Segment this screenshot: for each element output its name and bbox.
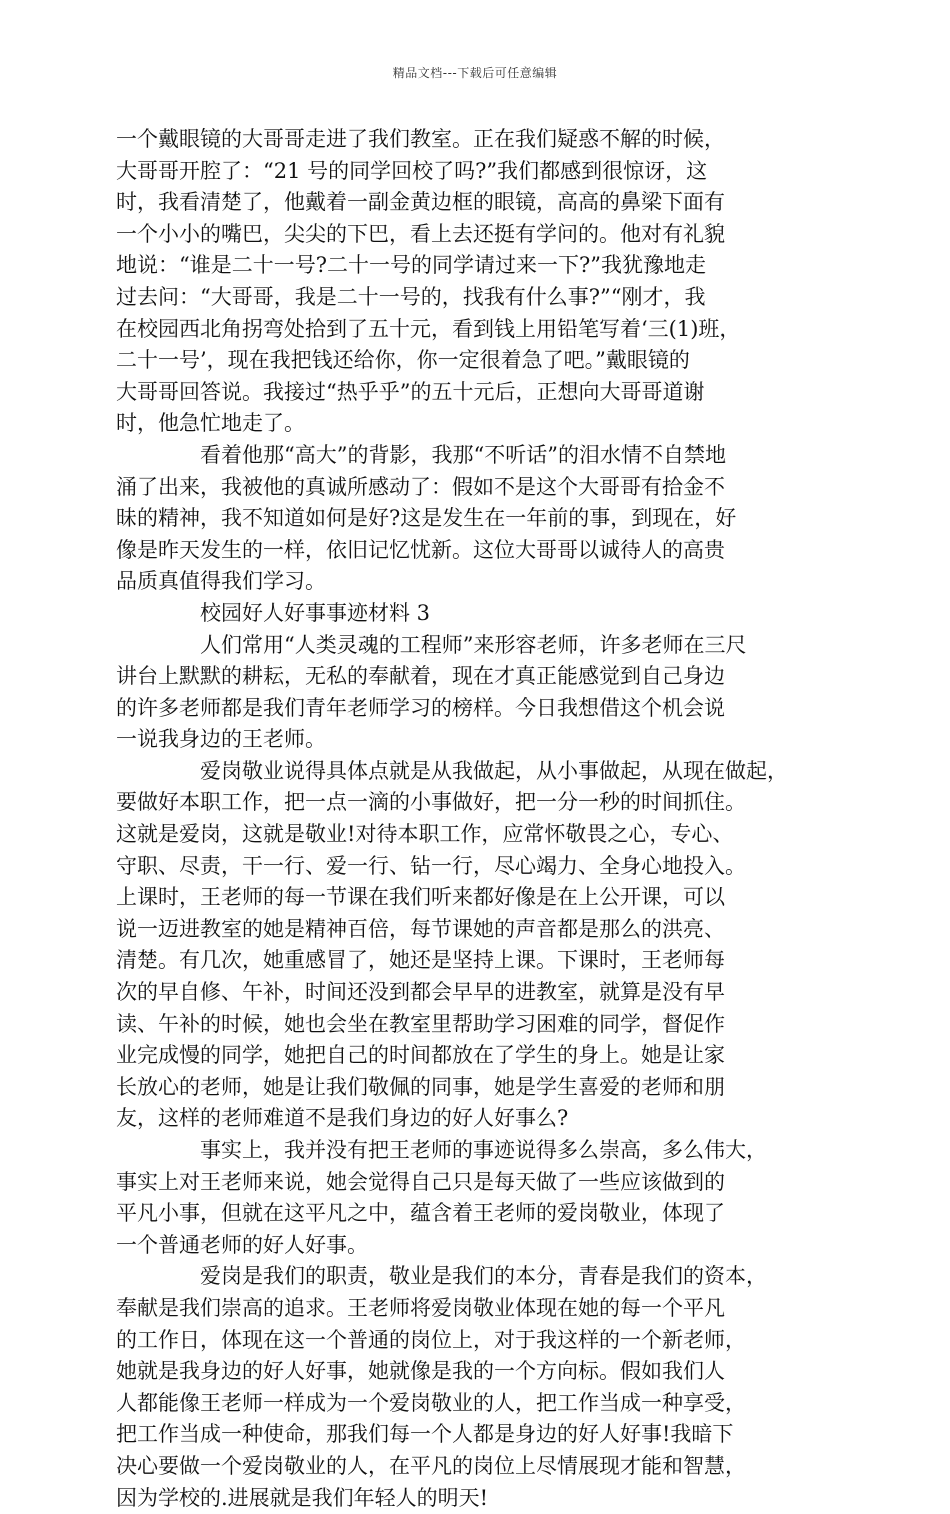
- text-line: 业完成慢的同学，她把自己的时间都放在了学生的身上。她是让家: [116, 1043, 725, 1068]
- text-line: 要做好本职工作，把一点一滴的小事做好，把一分一秒的时间抓住。: [116, 790, 746, 815]
- text-line: 一个小小的嘴巴，尖尖的下巴，看上去还挺有学问的。他对有礼貌: [116, 221, 725, 246]
- text-line: 读、午补的时候，她也会坐在教室里帮助学习困难的同学，督促作: [116, 1011, 725, 1036]
- text-line: 地说：“谁是二十一号?二十一号的同学请过来一下?”我犹豫地走: [116, 253, 706, 278]
- text-line: 品质真值得我们学习。: [116, 569, 326, 594]
- text-line: 人们常用“人类灵魂的工程师”来形容老师，许多老师在三尺: [200, 632, 747, 657]
- body-text: [116, 124, 836, 1514]
- text-line: 清楚。有几次，她重感冒了，她还是坚持上课。下课时，王老师每: [116, 948, 725, 973]
- text-line: 一说我身边的王老师。: [116, 727, 326, 752]
- text-line: 看着他那“高大”的背影，我那“不听话”的泪水情不自禁地: [200, 442, 726, 467]
- text-line: 平凡小事，但就在这平凡之中，蕴含着王老师的爱岗敬业，体现了: [116, 1201, 725, 1226]
- text-line: 决心要做一个爱岗敬业的人，在平凡的岗位上尽情展现才能和智慧，: [116, 1453, 746, 1478]
- text-line: 守职、尽责，干一行、爱一行、钻一行，尽心竭力、全身心地投入。: [116, 853, 746, 878]
- text-line: 大哥哥回答说。我接过“热乎乎”的五十元后，正想向大哥哥道谢: [116, 379, 705, 404]
- text-line: 事实上对王老师来说，她会觉得自己只是每天做了一些应该做到的: [116, 1169, 725, 1194]
- text-line: 她就是我身边的好人好事，她就像是我的一个方向标。假如我们人: [116, 1359, 725, 1384]
- page-header: 精品文档---下载后可任意编辑: [392, 66, 558, 80]
- text-line: 爱岗是我们的职责，敬业是我们的本分，青春是我们的资本，: [200, 1264, 767, 1289]
- text-line: 过去问：“大哥哥，我是二十一号的，找我有什么事?”“刚才，我: [116, 284, 706, 309]
- text-line: 讲台上默默的耕耘，无私的奉献着，现在才真正能感觉到自己身边: [116, 664, 725, 689]
- text-line: 友，这样的老师难道不是我们身边的好人好事么?: [116, 1106, 569, 1131]
- text-line: 一个普通老师的好人好事。: [116, 1232, 368, 1257]
- text-line: 的许多老师都是我们青年老师学习的榜样。今日我想借这个机会说: [116, 695, 725, 720]
- text-line: 像是昨天发生的一样，依旧记忆忧新。这位大哥哥以诚待人的高贵: [116, 537, 725, 562]
- text-line: 爱岗敬业说得具体点就是从我做起，从小事做起，从现在做起，: [200, 758, 788, 783]
- text-line: 的工作日，体现在这一个普通的岗位上，对于我这样的一个新老师，: [116, 1327, 746, 1352]
- text-line: 昧的精神，我不知道如何是好?这是发生在一年前的事，到现在，好: [116, 506, 737, 531]
- text-line: 这就是爱岗，这就是敬业!对待本职工作，应常怀敬畏之心，专心、: [116, 822, 734, 847]
- text-line: 时，我看清楚了，他戴着一副金黄边框的眼镜，高高的鼻梁下面有: [116, 190, 725, 215]
- text-line: 事实上，我并没有把王老师的事迹说得多么崇高，多么伟大，: [200, 1138, 767, 1162]
- text-line: 把工作当成一种使命，那我们每一个人都是身边的好人好事!我暗下: [116, 1422, 734, 1447]
- text-line: 时，他急忙地走了。: [116, 411, 305, 436]
- text-line: 一个戴眼镜的大哥哥走进了我们教室。正在我们疑惑不解的时候，: [116, 127, 725, 151]
- text-line: 大哥哥开腔了：“21 号的同学回校了吗?”我们都感到很惊讶，这: [116, 158, 708, 183]
- text-line: 奉献是我们崇高的追求。王老师将爱岗敬业体现在她的每一个平凡: [116, 1295, 725, 1320]
- text-line: 次的早自修、午补，时间还没到都会早早的进教室，就算是没有早: [116, 980, 725, 1005]
- text-line: 二十一号’，现在我把钱还给你，你一定很着急了吧。”戴眼镜的: [116, 348, 690, 373]
- text-line: 上课时，王老师的每一节课在我们听来都好像是在上公开课，可以: [116, 885, 725, 910]
- text-line: 说一迈进教室的她是精神百倍，每节课她的声音都是那么的洪亮、: [116, 916, 725, 941]
- text-line: 校园好人好事事迹材料 3: [200, 600, 431, 625]
- text-line: 因为学校的.进展就是我们年轻人的明天!: [116, 1485, 489, 1510]
- text-line: 在校园西北角拐弯处拾到了五十元，看到钱上用铅笔写着‘三(1)班，: [116, 316, 741, 341]
- text-line: 涌了出来，我被他的真诚所感动了：假如不是这个大哥哥有拾金不: [116, 474, 725, 499]
- text-line: 人都能像王老师一样成为一个爱岗敬业的人，把工作当成一种享受，: [116, 1390, 746, 1415]
- text-line: 长放心的老师，她是让我们敬佩的同事，她是学生喜爱的老师和朋: [116, 1074, 725, 1099]
